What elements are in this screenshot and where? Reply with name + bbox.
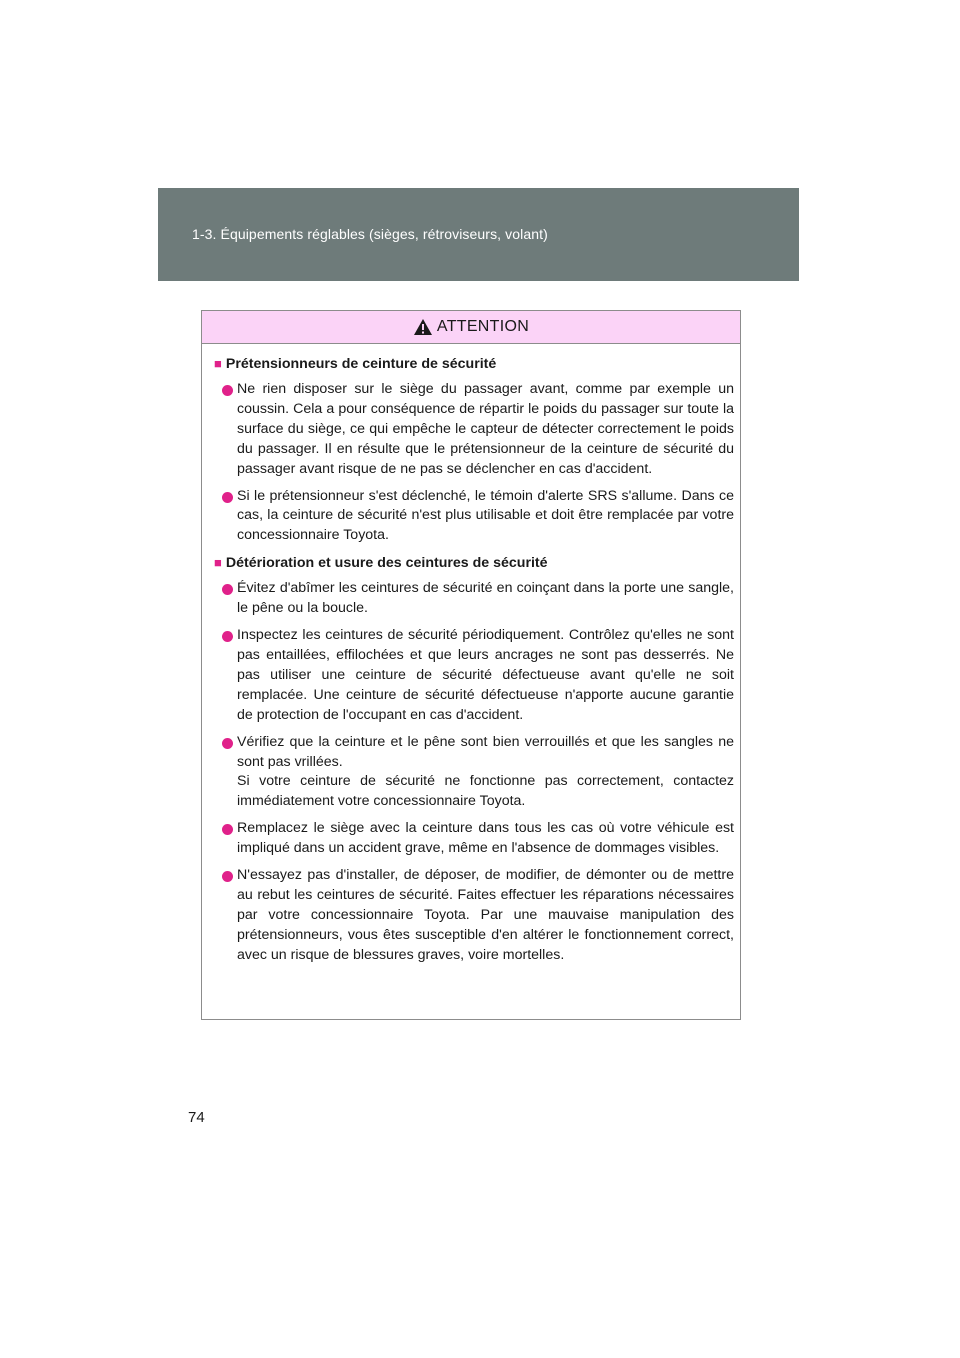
section-title-text: Détérioration et usure des ceintures de sécurité xyxy=(225,555,548,572)
section-header-title: 1-3. Équipements réglables (sièges, rétroviseurs, volant) xyxy=(192,226,548,242)
list-item-text: Si votre ceinture de sécurité ne fonctionne pas correctement, contactez immédiatement votre concessionnaire Toyota. xyxy=(237,773,734,810)
warning-header xyxy=(202,311,740,344)
square-bullet-icon: ■ xyxy=(214,356,222,371)
list-item-text: N'essayez pas d'installer, de déposer, de modifier, de démonter ou de mettre au rebut les ceintures de sécurité. Faites effectuer les réparations nécessaires par votre concessionnaire Toyota. Par une mauvaise manipulation des prétensionneurs, vous êtes susceptible d'en altérer le fonctionnement correct, avec un risque de blessures graves, voire mortelles. xyxy=(237,867,734,963)
list-item-text: Évitez d'abîmer les ceintures de sécurité en coinçant dans la porte une sangle, le pêne ou la boucle. xyxy=(237,580,734,617)
list-item xyxy=(222,819,734,859)
list-item-text: Inspectez les ceintures de sécurité périodiquement. Contrôlez qu'elles ne sont pas entaillées, effilochées et que leurs ancrages ne sont pas desserrés. Ne pas utiliser une ceinture de sécurité défectueuse avant qu'elle ne soit remplacée. Une ceinture de sécurité défectueuse n'apporte aucune garantie de protection de l'occupant en cas d'accident. xyxy=(237,627,734,723)
circle-bullet-icon xyxy=(222,631,233,642)
list-item xyxy=(222,626,734,726)
list-item xyxy=(222,866,734,966)
list-item-text: Remplacez le siège avec la ceinture dans tous les cas où votre véhicule est impliqué dans un accident grave, même en l'absence de dommages visibles. xyxy=(237,820,734,857)
circle-bullet-icon xyxy=(222,492,233,503)
warning-content xyxy=(202,344,740,966)
circle-bullet-icon xyxy=(222,871,233,882)
list-item xyxy=(222,380,734,480)
list-item xyxy=(222,487,734,547)
list-item-text: Si le prétensionneur s'est déclenché, le témoin d'alerte SRS s'allume. Dans ce cas, la ceinture de sécurité n'est plus utilisable et doit être remplacée par votre concessionnaire Toyota. xyxy=(237,487,734,544)
list-item-text: Vérifiez que la ceinture et le pêne sont bien verrouillés et que les sangles ne sont pas vrillées. xyxy=(237,733,734,770)
warning-triangle-icon xyxy=(413,318,433,336)
list-item xyxy=(222,733,734,813)
section-title-text: Prétensionneurs de ceinture de sécurité xyxy=(225,356,497,372)
circle-bullet-icon xyxy=(222,385,233,396)
section-header-band xyxy=(158,188,799,281)
circle-bullet-icon xyxy=(222,584,233,595)
circle-bullet-icon xyxy=(222,738,233,749)
section-title xyxy=(214,553,734,573)
square-bullet-icon: ■ xyxy=(214,555,222,571)
circle-bullet-icon xyxy=(222,824,233,835)
warning-title: ATTENTION xyxy=(436,318,530,335)
page-number: 74 xyxy=(188,1109,205,1126)
warning-box xyxy=(201,310,741,1020)
list-item xyxy=(222,579,734,619)
section-title xyxy=(214,354,734,374)
list-item-text: Ne rien disposer sur le siège du passager avant, comme par exemple un coussin. Cela a pour conséquence de répartir le poids du passager sur toute la surface du siège, ce qui empêche le capteur de détecter correctement le poids du passager. Il en résulte que le prétensionneur de la ceinture de sécurité du passager avant risque de ne pas se déclencher en cas d'accident. xyxy=(237,381,734,477)
